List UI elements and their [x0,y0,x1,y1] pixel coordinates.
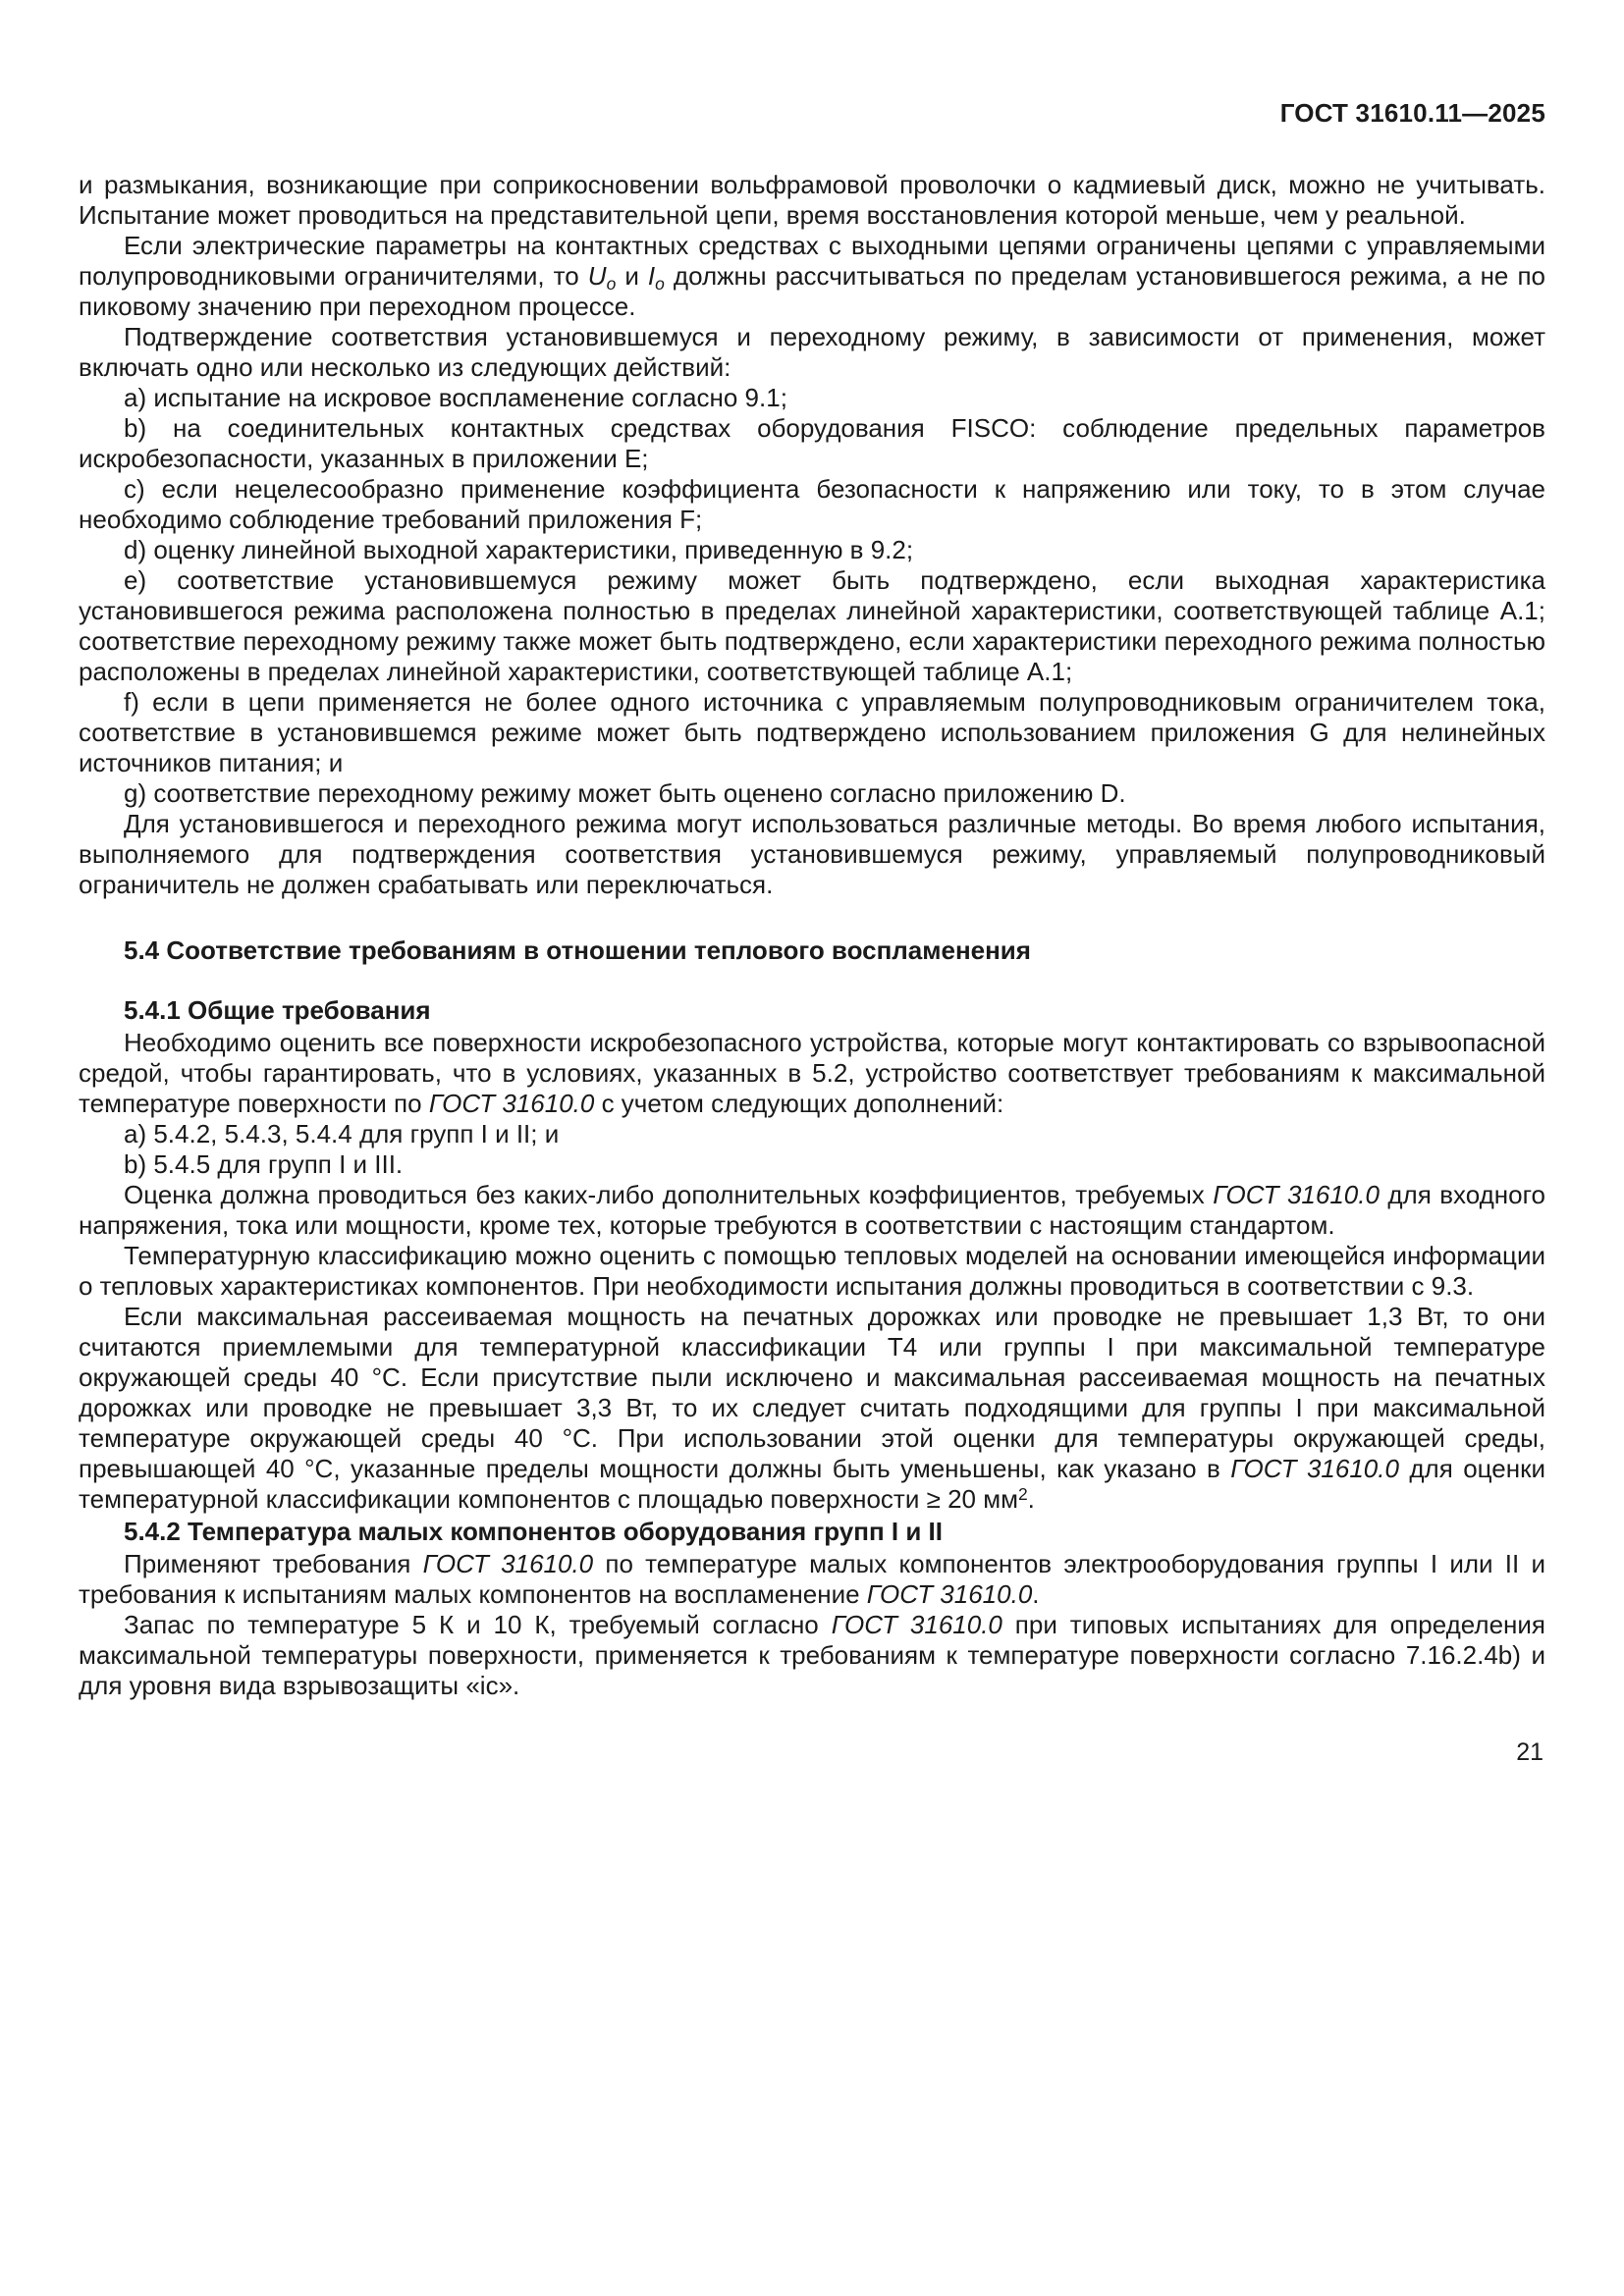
section-heading [79,995,1545,1026]
text-segment: для оценки температурной классификации компонентов с площадью поверхности ≥ 20 мм [79,1454,1545,1514]
text-segment: f) если в цепи применяется не более одного источника с управляемым полупроводниковым ограничителем тока, соответствие в установившемся режиме может быть подтверждено использованием приложения G для нелинейных источников питания; и [79,687,1545,777]
text-segment: U [587,261,607,291]
text-segment: d) оценку линейной выходной характеристики, приведенную в 9.2; [124,535,914,564]
text-segment: b) на соединительных контактных средствах оборудования FISCO: соблюдение предельных параметров искробезопасности, указанных в приложении E; [79,413,1545,473]
text-segment: I [647,261,656,291]
paragraph [79,231,1545,322]
text-segment: Для установившегося и переходного режима могут использоваться различные методы. Во время любого испытания, выполняемого для подтверждения соответствия установившемуся режиму, управляемый полупроводниковый ограничитель не должен срабатывать или переключаться. [79,809,1545,899]
text-segment: 2 [1017,1484,1028,1505]
text-segment: по температуре малых компонентов электрооборудования группы I или II и требования к испытаниям малых компонентов на воспламенение [79,1549,1545,1609]
text-segment: 5.4.1 Общие требования [124,995,431,1025]
paragraph [79,474,1545,535]
text-segment: o [606,273,617,294]
paragraph [79,1549,1545,1610]
paragraph [79,1028,1545,1119]
section-heading [79,935,1545,966]
text-segment: Оценка должна проводиться без каких-либо дополнительных коэффициентов, требуемых [124,1180,1214,1209]
paragraph [79,778,1545,809]
text-segment: Необходимо оценить все поверхности искробезопасного устройства, которые могут контактировать со взрывоопасной средой, чтобы гарантировать, что в условиях, указанных в 5.2, устройство соответствует требованиям к максимальной температуре поверхности по [79,1028,1545,1118]
paragraph [79,809,1545,900]
section-heading [79,1517,1545,1547]
text-segment: и [616,261,648,291]
text-segment: a) 5.4.2, 5.4.3, 5.4.4 для групп I и II; и [124,1119,560,1148]
paragraph [79,687,1545,778]
text-segment: ГОСТ 31610.0 [422,1549,594,1578]
text-segment: b) 5.4.5 для групп I и III. [124,1149,404,1179]
paragraph [79,535,1545,565]
text-segment: . [1027,1484,1035,1514]
text-segment: a) испытание на искровое воспламенение согласно 9.1; [124,383,787,412]
paragraph [79,322,1545,383]
text-segment: при типовых испытаниях для определения максимальной температуры поверхности, применяется к требованиям к температуре поверхности согласно 7.16.2.4b) и для уровня вида взрывозащиты «ic». [79,1610,1545,1700]
text-segment: ГОСТ 31610.0 [428,1089,595,1118]
paragraph [79,383,1545,413]
text-segment: Температурную классификацию можно оценить с помощью тепловых моделей на основании имеющейся информации о тепловых характеристиках компонентов. При необходимости испытания должны проводиться в соответствии с 9.3. [79,1241,1545,1301]
text-segment: ГОСТ 31610.0 [1213,1180,1380,1209]
paragraph [79,1610,1545,1701]
paragraph [79,1119,1545,1149]
text-segment: o [655,273,665,294]
paragraph [79,565,1545,687]
text-segment: должны рассчитываться по пределам установившегося режима, а не по пиковому значению при переходном процессе. [79,261,1545,321]
paragraph [79,1302,1545,1515]
text-segment: ГОСТ 31610.0 [1230,1454,1399,1483]
page-number: 21 [1516,1738,1543,1766]
text-segment: Применяют требования [124,1549,423,1578]
text-segment: 5.4.2 Температура малых компонентов оборудования групп I и II [124,1517,943,1546]
text-segment: c) если нецелесообразно применение коэффициента безопасности к напряжению или току, то в этом случае необходимо соблюдение требований приложения F; [79,474,1545,534]
text-segment: . [1032,1579,1040,1609]
text-segment: Если электрические параметры на контактных средствах с выходными цепями ограничены цепями с управляемыми полупроводниковыми ограничителями, то [79,231,1545,291]
text-segment: Подтверждение соответствия установившемуся и переходному режиму, в зависимости от применения, может включать одно или несколько из следующих действий: [79,322,1545,382]
text-segment: для входного напряжения, тока или мощности, кроме тех, которые требуются в соответствии с настоящим стандартом. [79,1180,1546,1240]
text-segment: Запас по температуре 5 К и 10 К, требуемый согласно [124,1610,832,1639]
text-segment: и размыкания, возникающие при соприкосновении вольфрамовой проволочки о кадмиевый диск, можно не учитывать. Испытание может проводиться на представительной цепи, время восстановления которой меньше, чем у реальной. [79,170,1545,230]
paragraph [79,1149,1545,1180]
text-segment: ГОСТ 31610.0 [866,1579,1033,1609]
paragraph [79,170,1545,231]
text-segment: с учетом следующих дополнений: [594,1089,1004,1118]
text-segment: 5.4 Соответствие требованиям в отношении теплового воспламенения [124,935,1031,965]
paragraph [79,1241,1545,1302]
paragraph [79,413,1545,474]
doc-number-header: ГОСТ 31610.11—2025 [1279,98,1545,128]
text-segment: Если максимальная рассеиваемая мощность на печатных дорожках или проводке не превышает 1,3 Вт, то они считаются приемлемыми для температурной классификации Т4 или группы I при максимальной температуре окружающей среды 40 °С. Если присутствие пыли исключено и максимальная рассеиваемая мощность на печатных дорожках или проводке не превышает 3,3 Вт, то их следует считать подходящими для группы I при максимальной температуре окружающей среды 40 °С. При использовании этой оценки для температуры окружающей среды, превышающей 40 °С, указанные пределы мощности должны быть уменьшены, как указано в [79,1302,1545,1483]
paragraph [79,1180,1545,1241]
text-segment: g) соответствие переходному режиму может быть оценено согласно приложению D. [124,778,1126,808]
text-segment: e) соответствие установившемуся режиму может быть подтверждено, если выходная характеристика установившегося режима расположена полностью в пределах линейной характеристики, соответствующей таблице А.1; соответствие переходному режиму также может быть подтверждено, если характеристики переходного режима полностью расположены в пределах линейной характеристики, соответствующей таблице А.1; [79,565,1545,686]
text-segment: ГОСТ 31610.0 [831,1610,1002,1639]
document-body [79,170,1545,1701]
